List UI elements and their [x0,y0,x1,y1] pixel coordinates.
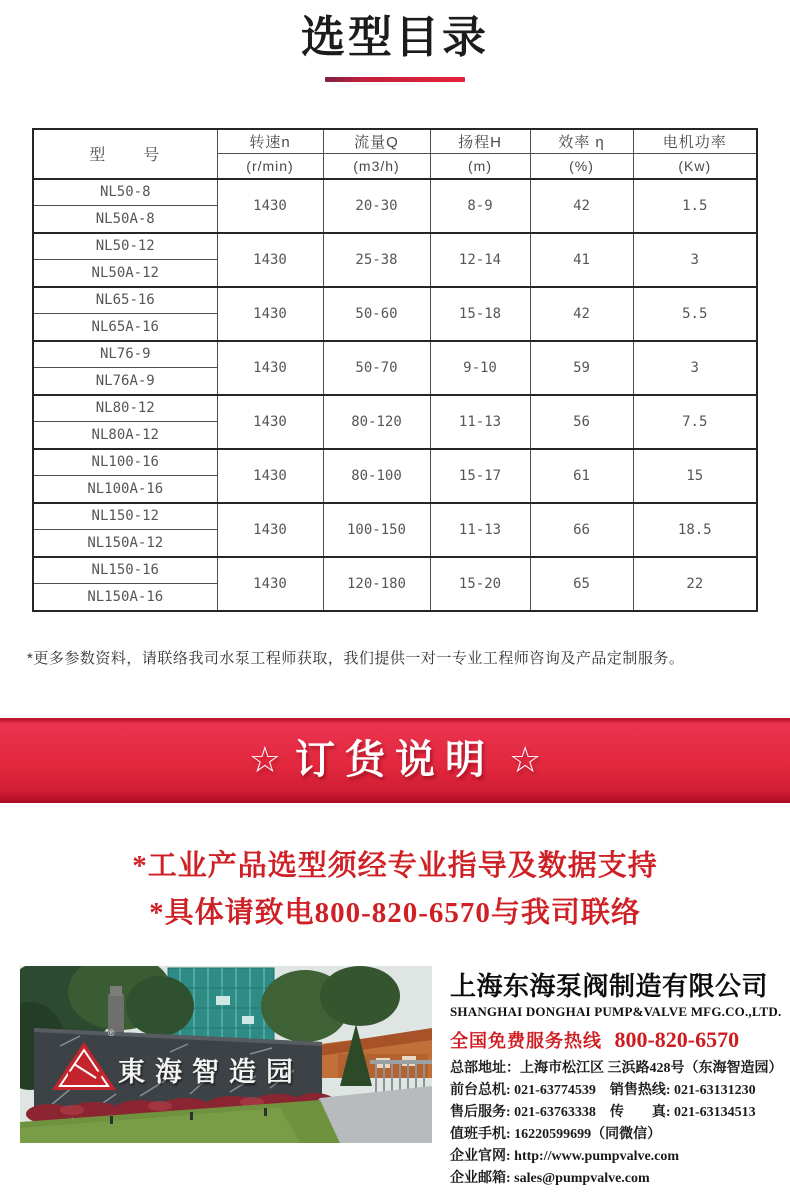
contact-duty-mobile: 值班手机: 16220599699（同微信） [450,1126,662,1142]
contact-address: 总部地址：上海市松江区 三浜路428号（东海智造园） [450,1060,783,1076]
flow-cell: 50-70 [323,341,430,395]
flow-cell: 80-120 [323,395,430,449]
power-cell: 5.5 [633,287,757,341]
model-cell: NL80-12 [33,395,217,422]
service-hotline [450,1027,788,1053]
model-cell: NL150-12 [33,503,217,530]
column-header-head: 扬程H [430,129,530,154]
unit-speed: (r/min) [217,154,323,179]
title-section [0,0,790,82]
head-cell: 11-13 [430,503,530,557]
title-underline [325,77,465,82]
notice-line-2: *具体请致电800-820-6570与我司联络 [149,896,641,929]
head-cell: 15-20 [430,557,530,611]
model-cell: NL50-12 [33,233,217,260]
head-cell: 9-10 [430,341,530,395]
model-cell: NL150A-16 [33,584,217,611]
table-row [33,179,757,206]
table-row [33,287,757,314]
column-header-speed: 转速n [217,129,323,154]
flow-cell: 120-180 [323,557,430,611]
park-sign-text: 東海智造园 [118,1056,303,1087]
company-footer [0,966,790,1186]
contact-email-link[interactable]: 企业邮箱: sales@pumpvalve.com [450,1170,650,1186]
star-icon: ☆ [248,739,281,781]
efficiency-cell: 56 [530,395,633,449]
contact-website-link[interactable]: 企业官网: http://www.pumpvalve.com [450,1148,680,1164]
table-row [33,503,757,530]
power-cell: 3 [633,233,757,287]
model-cell: NL80A-12 [33,422,217,449]
column-header-model: 型 号 [33,129,217,179]
power-cell: 3 [633,341,757,395]
column-header-efficiency: 效率 η [530,129,633,154]
model-cell: NL50A-8 [33,206,217,233]
model-cell: NL150-16 [33,557,217,584]
efficiency-cell: 66 [530,503,633,557]
star-icon: ☆ [509,739,542,781]
unit-efficiency: (%) [530,154,633,179]
table-header [33,129,757,179]
pump-selection-table [32,128,758,612]
model-cell: NL65A-16 [33,314,217,341]
page-title: 选型目录 [301,13,489,62]
head-cell: 15-18 [430,287,530,341]
contact-front-desk-phone: 前台总机: 021-63774539 销售热线: 021-63131230 [450,1082,756,1098]
table-row [33,341,757,368]
speed-cell: 1430 [217,395,323,449]
power-cell: 7.5 [633,395,757,449]
company-info [450,971,788,1190]
efficiency-cell: 61 [530,449,633,503]
flow-cell: 100-150 [323,503,430,557]
model-cell: NL65-16 [33,287,217,314]
hotline-number: 800-820-6570 [614,1026,740,1052]
speed-cell: 1430 [217,233,323,287]
unit-power: (Kw) [633,154,757,179]
contact-list [450,1058,788,1190]
efficiency-cell: 41 [530,233,633,287]
model-cell: NL76-9 [33,341,217,368]
hotline-label: 全国免费服务热线 [450,1030,602,1051]
unit-head: (m) [430,154,530,179]
factory-entrance-photo [20,966,432,1143]
head-cell: 15-17 [430,449,530,503]
table-row [33,557,757,584]
table-row [33,233,757,260]
notice-line-1: *工业产品选型须经专业指导及数据支持 [132,849,658,882]
selection-notice [0,843,790,937]
column-header-flow: 流量Q [323,129,430,154]
head-cell: 8-9 [430,179,530,233]
company-name-cn: 上海东海泵阀制造有限公司 [450,970,769,1001]
flow-cell: 80-100 [323,449,430,503]
company-name-en: SHANGHAI DONGHAI PUMP&VALVE MFG.CO.,LTD. [450,1003,782,1019]
efficiency-cell: 42 [530,179,633,233]
table-row [33,395,757,422]
model-cell: NL150A-12 [33,530,217,557]
power-cell: 22 [633,557,757,611]
power-cell: 1.5 [633,179,757,233]
contact-after-sales-fax: 售后服务: 021-63763338 传 真: 021-63134513 [450,1104,756,1120]
model-cell: NL50A-12 [33,260,217,287]
table-footnote: *更多参数资料，请联络我司水泵工程师获取，我们提供一对一专业工程师咨询及产品定制服务。 [27,649,685,667]
speed-cell: 1430 [217,503,323,557]
registered-mark: ® [108,1027,115,1038]
speed-cell: 1430 [217,179,323,233]
model-cell: NL100A-16 [33,476,217,503]
model-cell: NL76A-9 [33,368,217,395]
head-cell: 12-14 [430,233,530,287]
table-row [33,449,757,476]
speed-cell: 1430 [217,341,323,395]
banner-title: 订货说明 [295,738,495,783]
flow-cell: 25-38 [323,233,430,287]
model-cell: NL50-8 [33,179,217,206]
flow-cell: 50-60 [323,287,430,341]
flow-cell: 20-30 [323,179,430,233]
speed-cell: 1430 [217,287,323,341]
efficiency-cell: 59 [530,341,633,395]
efficiency-cell: 65 [530,557,633,611]
order-instructions-banner [0,718,790,803]
head-cell: 11-13 [430,395,530,449]
speed-cell: 1430 [217,557,323,611]
unit-flow: (m3/h) [323,154,430,179]
speed-cell: 1430 [217,449,323,503]
power-cell: 15 [633,449,757,503]
model-cell: NL100-16 [33,449,217,476]
power-cell: 18.5 [633,503,757,557]
column-header-power: 电机功率 [633,129,757,154]
efficiency-cell: 42 [530,287,633,341]
